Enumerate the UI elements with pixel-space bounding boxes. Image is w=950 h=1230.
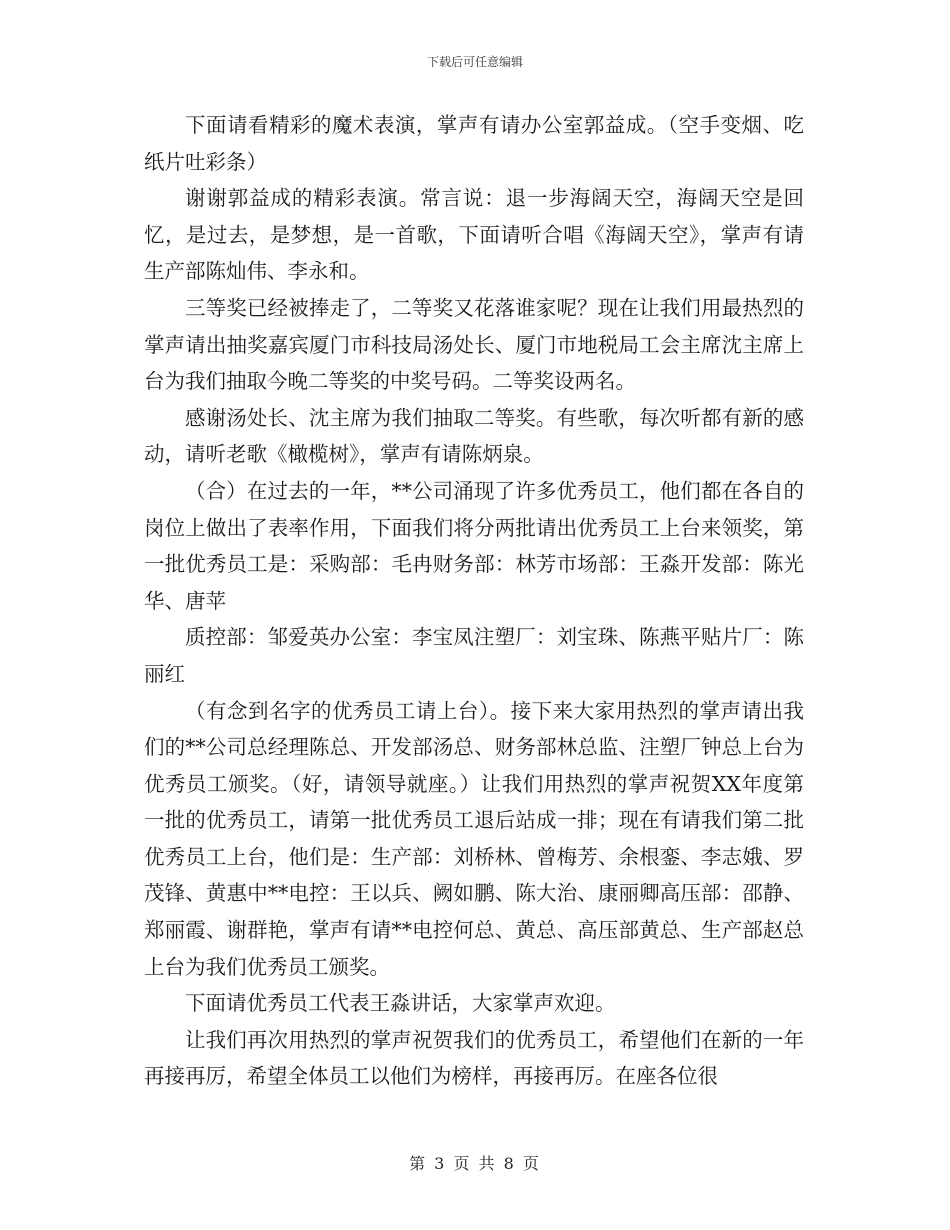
paragraph-first-batch-cont: 质控部：邹爱英办公室：李宝凤注塑厂：刘宝珠、陈燕平贴片厂：陈丽红	[144, 625, 804, 686]
paragraph-award-ceremony: （有念到名字的优秀员工请上台）。接下来大家用热烈的掌声请出我们的**公司总经理陈总、开发部汤总、财务部林总监、注塑厂钟总上台为优秀员工颁奖。（好，请领导就座。）让我们用热烈的掌声祝贺XX年度第一批的优秀员工，请第一批优秀员工退后站成一排；现在有请我们第二批优秀员工上台，他们是：生产部：刘桥林、曾梅芳、余根銮、李志娥、罗茂锋、黄惠中**电控：王以兵、阙如鹏、陈大治、康丽卿高压部：邵静、郑丽霞、谢群艳，掌声有请**电控何总、黄总、高压部黄总、生产部赵总上台为我们优秀员工颁奖。	[144, 698, 804, 979]
paragraph-olive-tree: 感谢汤处长、沈主席为我们抽取二等奖。有些歌，每次听都有新的感动，请听老歌《橄榄树》，掌声有请陈炳泉。	[144, 405, 804, 467]
paragraph-magic-show: 下面请看精彩的魔术表演，掌声有请办公室郭益成。（空手变烟、吃纸片吐彩条）	[144, 113, 804, 174]
paragraph-speech: 下面请优秀员工代表王淼讲话，大家掌声欢迎。	[185, 991, 616, 1016]
paragraph-second-prize: 三等奖已经被捧走了，二等奖又花落谁家呢？现在让我们用最热烈的掌声请出抽奖嘉宾厦门市科技局汤处长、厦门市地税局工会主席沈主席上台为我们抽取今晚二等奖的中奖号码。二等奖设两名。	[144, 295, 804, 394]
paragraph-congratulations: 让我们再次用热烈的掌声祝贺我们的优秀员工，希望他们在新的一年再接再厉，希望全体员工以他们为榜样，再接再厉。在座各位很	[144, 1027, 804, 1089]
page-header: 下载后可任意编辑	[426, 55, 523, 69]
paragraph-chorus: 谢谢郭益成的精彩表演。常言说：退一步海阔天空，海阔天空是回忆，是过去，是梦想，是一首歌，下面请听合唱《海阔天空》，掌声有请生产部陈灿伟、李永和。	[144, 186, 804, 284]
paragraph-first-batch: （合）在过去的一年，**公司涌现了许多优秀员工，他们都在各自的岗位上做出了表率作用，下面我们将分两批请出优秀员工上台来领奖，第一批优秀员工是：采购部：毛冉财务部：林芳市场部：王淼开发部：陈光华、唐苹	[144, 478, 804, 613]
page-number: 第 3 页 共 8 页	[409, 1154, 541, 1173]
document-body	[144, 107, 804, 1095]
